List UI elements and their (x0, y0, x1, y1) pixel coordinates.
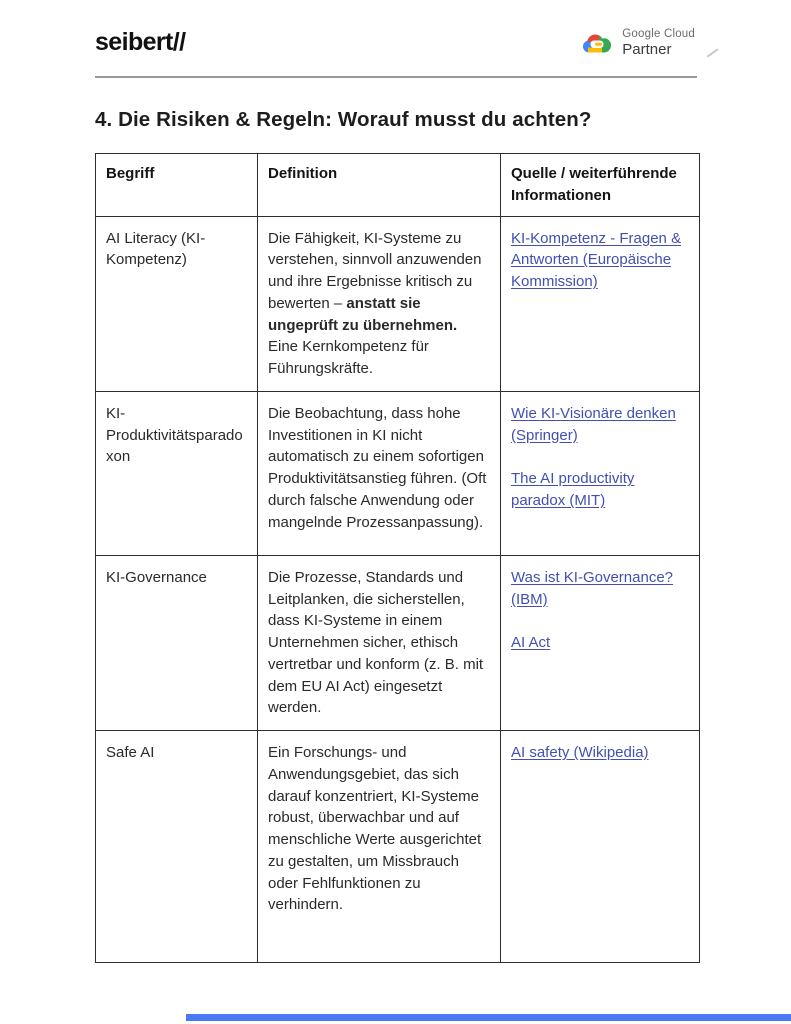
badge-google-cloud-label: Google Cloud (622, 28, 695, 40)
bottom-accent-bar (186, 1014, 791, 1021)
definition-cell: Die Beobachtung, dass hohe Investitionen in KI nicht automatisch zu einem sofortigen Produktivitätsanstieg führen. (Oft durch falsche Anwendung oder mangelnde Prozessanpassung). (258, 391, 501, 555)
column-header-begriff: Begriff (96, 154, 258, 217)
source-link[interactable]: KI-Kompetenz - Fragen & Antworten (Europäische Kommission) (511, 229, 682, 290)
glossary-table (95, 153, 700, 963)
stray-mark (707, 48, 719, 57)
term-cell: Safe AI (96, 731, 258, 963)
table-row (96, 391, 700, 555)
source-link[interactable]: Was ist KI-Governance? (IBM) (511, 568, 674, 608)
term-cell: KI-Governance (96, 555, 258, 730)
definition-cell: Die Fähigkeit, KI-Systeme zu verstehen, sinnvoll anzuwenden und ihre Ergebnisse kritisch zu bewerten – anstatt sie ungeprüft zu übernehmen. Eine Kernkompetenz für Führungskräfte. (258, 216, 501, 391)
column-header-quelle: Quelle / weiterführende Informationen (501, 154, 700, 217)
header-divider (95, 76, 697, 78)
source-cell (501, 391, 700, 555)
source-cell (501, 216, 700, 391)
table-body (96, 216, 700, 963)
term-cell: AI Literacy (KI-Kompetenz) (96, 216, 258, 391)
table-row (96, 731, 700, 963)
source-link[interactable]: The AI productivity paradox (MIT) (511, 470, 635, 509)
source-link[interactable]: Wie KI-Visionäre denken (Springer) (511, 404, 676, 444)
badge-text (622, 28, 695, 58)
source-cell (501, 731, 700, 963)
column-header-definition: Definition (258, 154, 501, 217)
google-cloud-partner-badge (581, 28, 695, 58)
definition-cell: Ein Forschungs- und Anwendungsgebiet, das sich darauf konzentriert, KI-Systeme robust, überwachbar und auf menschliche Werte ausgerichtet zu gestalten, um Missbrauch oder Fehlfunktionen zu verhindern. (258, 731, 501, 963)
source-link[interactable]: AI Act (511, 634, 551, 652)
page-title: 4. Die Risiken & Regeln: Worauf musst du achten? (95, 108, 592, 131)
definition-cell: Die Prozesse, Standards und Leitplanken, die sicherstellen, dass KI-Systeme in einem Unternehmen sicher, ethisch vertretbar und konform (z. B. mit dem EU AI Act) eingesetzt werden. (258, 555, 501, 730)
source-link[interactable]: AI safety (Wikipedia) (511, 744, 649, 761)
badge-partner-label: Partner (622, 41, 672, 58)
table-row (96, 555, 700, 730)
term-cell: KI-Produktivitätsparadoxon (96, 391, 258, 555)
table-header-row (96, 154, 700, 217)
table-row (96, 216, 700, 391)
google-cloud-icon (581, 31, 613, 56)
seibert-logo: seibert// (95, 28, 186, 56)
source-cell (501, 555, 700, 730)
